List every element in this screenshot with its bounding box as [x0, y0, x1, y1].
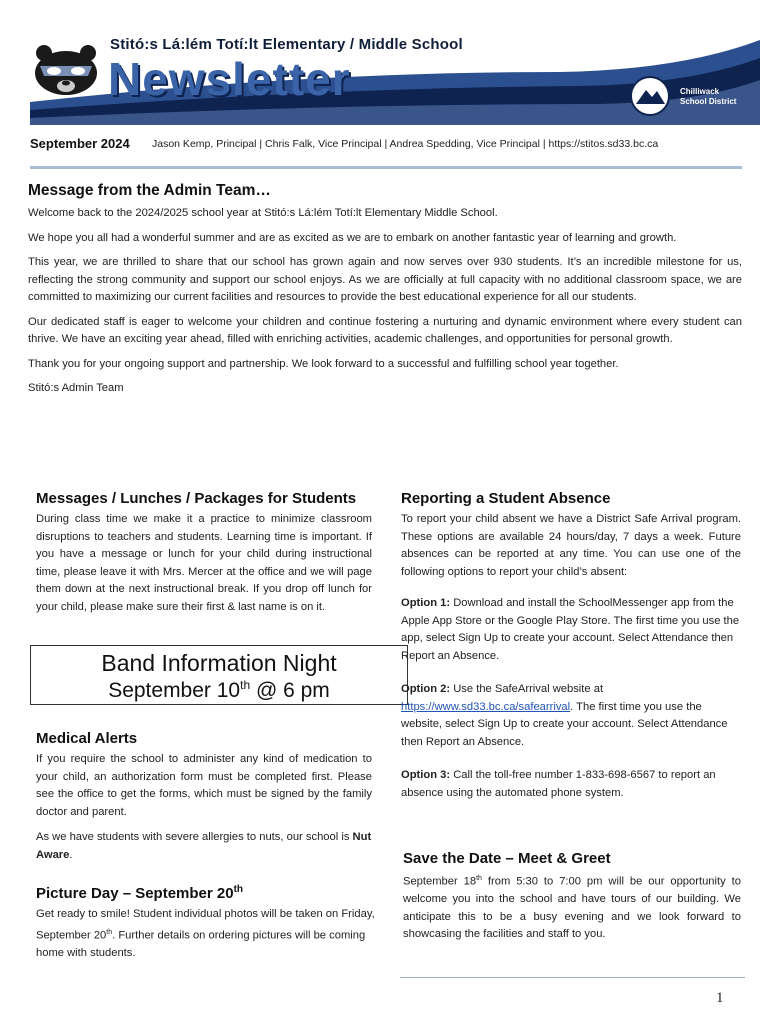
picture-day-body: [36, 906, 376, 962]
admin-paragraph-2: We hope you all had a wonderful summer and are as excited as we are to embark on another fantastic year of learning and growth.: [28, 231, 677, 244]
allergy-period: .: [69, 848, 73, 861]
picture-day-body-sup: th: [106, 928, 113, 936]
picture-day-body-prefix: Get ready to smile! Student individual photos will be taken on Friday, September 20: [36, 908, 375, 942]
option-3-label: Option 3:: [401, 769, 451, 781]
safearrival-link[interactable]: https://www.sd33.bc.ca/safearrival: [401, 700, 571, 713]
picture-day-body-suffix: . Further details on ordering pictures will be coming home with students.: [36, 929, 366, 959]
save-date-body-suffix: from 5:30 to 7:00 pm will be our opportunity to welcome you into the school and have tours of our building. We anticipate this to be a busy evening and we look forward to showcasing the facilities and staff to you.: [403, 875, 741, 941]
save-date-body-sup: th: [476, 875, 482, 882]
band-title: Band Information Night: [101, 650, 337, 676]
admin-paragraph-1: Welcome back to the 2024/2025 school year at Stitó:s Lá:lém Totí:lt Elementary Middle School.: [28, 207, 498, 219]
admin-paragraph-4: Our dedicated staff is eager to welcome your children and continue fostering a nurturing and dynamic environment where every student can thrive. We have an exciting year ahead, filled with enriching activities, academic challenges, and opportunities for personal growth.: [28, 315, 742, 345]
header-divider: [30, 166, 742, 169]
district-name: [680, 87, 760, 107]
picture-day-heading-text: Picture Day – September 20: [36, 885, 234, 902]
option-2-label: Option 2:: [401, 683, 451, 695]
absence-option-2: [401, 681, 741, 751]
band-date-suffix: @ 6 pm: [250, 679, 330, 702]
save-date-body-prefix: September 18: [403, 875, 477, 888]
option-2-text-a: Use the SafeArrival website at: [450, 683, 604, 695]
save-the-date-section: [403, 850, 741, 944]
picture-day-heading-sup: th: [233, 884, 244, 895]
medical-body: If you require the school to administer any kind of medication to your child, an authorization form must be completed first. Please see the office to get the forms, which must be signed by the family doctor and parent.: [36, 753, 372, 818]
staff-and-website: Jason Kemp, Principal | Chris Falk, Vice Principal | Andrea Spedding, Vice Principal | https://stitos.sd33.bc.ca: [152, 138, 659, 150]
allergy-text: As we have students with severe allergies to nuts, our school is: [36, 831, 353, 843]
district-mountain-logo: [631, 77, 669, 115]
issue-date: September 2024: [30, 136, 130, 151]
option-1-label: Option 1:: [401, 597, 451, 609]
newsletter-title: Newsletter: [108, 53, 351, 105]
admin-message-section: [28, 182, 742, 405]
district-name-line1: Chilliwack: [680, 87, 720, 96]
medical-heading: Medical Alerts: [36, 730, 138, 747]
left-column: [36, 490, 372, 616]
medical-section: [36, 730, 372, 864]
picture-day-heading: [36, 884, 376, 902]
option-3-text: Call the toll-free number 1-833-698-6567 to report an absence using the automated phone system.: [401, 769, 716, 799]
admin-heading: Message from the Admin Team…: [28, 182, 271, 199]
band-date-sup: th: [240, 678, 251, 692]
admin-paragraph-5: Thank you for your ongoing support and partnership. We look forward to a successful and fulfilling school year together.: [28, 357, 619, 370]
band-date-prefix: September 10: [108, 679, 241, 702]
page-number: 1: [716, 990, 724, 1006]
bear-mascot-logo: [35, 45, 97, 95]
option-2-text-b: . The first time you use the website, select Sign Up to create your account. Select Attendance then Report an Absence.: [401, 700, 728, 748]
absence-section: [401, 490, 741, 802]
footer-divider: [400, 977, 745, 978]
admin-signature: Stitó:s Admin Team: [28, 382, 124, 394]
absence-intro: To report your child absent we have a District Safe Arrival program. These options are available 24 hours/day, 7 days a week. Future absences can be reported at any time. You can use one of the following options to report your child’s absent:: [401, 513, 741, 578]
save-date-heading: Save the Date – Meet & Greet: [403, 850, 611, 867]
absence-option-1: [401, 595, 741, 665]
admin-paragraph-3: This year, we are thrilled to share that our school has grown again and now serves over 930 students. It’s an incredible milestone for us, reflecting the strong community and support our school enjoys. As we are officially at full capacity with no additional classroom space, we are committed to maximizing our current facilities and resources to provide the best educational experience for all our students.: [28, 256, 742, 303]
picture-day-section: [36, 884, 376, 962]
absence-heading: Reporting a Student Absence: [401, 490, 611, 507]
absence-option-3: [401, 767, 741, 802]
option-1-text: Download and install the SchoolMessenger app from the Apple App Store or the Google Play Store. The first time you use the app, select Sign Up to create your account. Select Attendance then Report an Absence.: [401, 597, 740, 662]
school-name: Stitó:s Lá:lém Totí:lt Elementary / Middle School: [110, 36, 463, 53]
messages-heading: Messages / Lunches / Packages for Students: [36, 490, 357, 507]
newsletter-header: [0, 0, 770, 175]
district-name-line2: School District: [680, 97, 737, 106]
nut-aware-label: Nut Aware: [36, 831, 372, 861]
band-date: [31, 678, 407, 703]
band-night-callout: [30, 645, 408, 705]
messages-body: During class time we make it a practice to minimize classroom disruptions to teachers and students. Learning time is important. If you have a message or lunch for your child during instructional time, please leave it with Mrs. Mercer at the office and we will page them down at the next instructional break. If you drop off lunch for your child, please make sure their first & last name is on it.: [36, 513, 372, 613]
allergy-notice: [36, 829, 372, 864]
save-date-body: [403, 870, 741, 944]
